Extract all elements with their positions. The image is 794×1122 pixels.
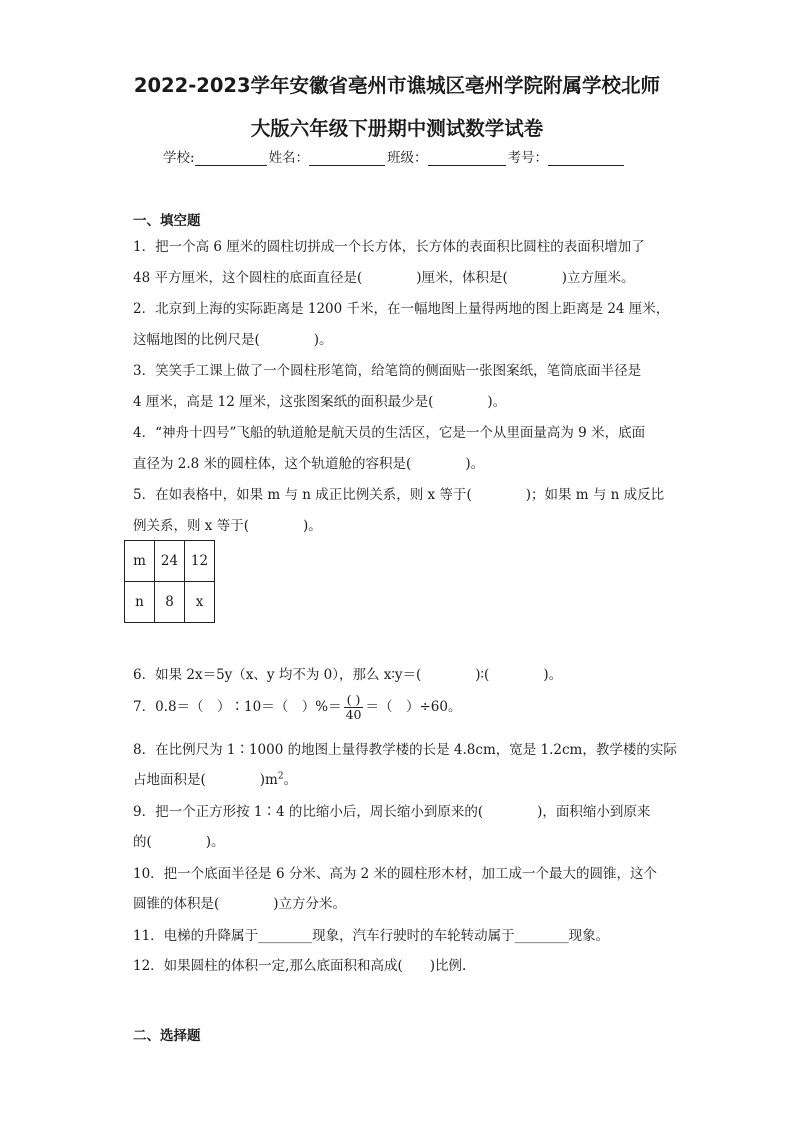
mn-value-table (124, 540, 215, 623)
question-4-line2: 直径为 2.8 米的圆柱体，这个轨道舱的容积是( )。 (133, 456, 485, 472)
question-2-line2: 这幅地图的比例尺是( )。 (133, 332, 333, 348)
table-cell: m (125, 541, 155, 582)
question-8-superscript: 2 (277, 771, 284, 782)
section-fill-blank-heading: 一、填空题 (133, 213, 201, 229)
fraction-denominator: 40 (345, 707, 362, 722)
question-9-line1: 9．把一个正方形按 1∶4 的比缩小后，周长缩小到原来的( )，面积缩小到原来 (133, 804, 651, 820)
student-info-row (163, 146, 626, 166)
question-8-line2 (133, 768, 297, 788)
exam-title-line2: 大版六年级下册期中测试数学试卷 (250, 117, 544, 140)
question-12: 12．如果圆柱的体积一定,那么底面积和高成( )比例. (133, 958, 467, 974)
question-3-line1: 3．笑笑手工课上做了一个圆柱形笔筒，给笔筒的侧面贴一张图案纸，笔筒底面半径是 (133, 363, 642, 379)
table-cell: 8 (155, 582, 185, 623)
exam-title-line1: 2022-2023学年安徽省亳州市谯城区亳州学院附属学校北师 (133, 74, 661, 97)
question-7-fraction (344, 693, 364, 722)
table-cell: n (125, 582, 155, 623)
question-7-text-b: ＝（ ）÷60。 (365, 699, 462, 715)
question-9-line2: 的( )。 (133, 834, 225, 850)
question-7-text-a: 7．0.8＝（ ）∶10＝（ ）%＝ (133, 699, 342, 715)
question-6: 6．如果 2x＝5y（x、y 均不为 0），那么 x∶y＝( )∶( )。 (133, 667, 563, 683)
table-cell: 12 (185, 541, 215, 582)
name-label: 姓名： (268, 150, 310, 166)
question-1-line1: 1．把一个高 6 厘米的圆柱切拼成一个长方体，长方体的表面积比圆柱的表面积增加了 (133, 239, 645, 255)
school-blank[interactable] (195, 151, 267, 166)
question-3-line2: 4 厘米，高是 12 厘米，这张图案纸的面积最少是( )。 (133, 394, 507, 410)
question-8-text-b: 。 (283, 772, 298, 788)
question-10-line1: 10．把一个底面半径是 6 分米、高为 2 米的圆柱形木材，加工成一个最大的圆锥，这个 (133, 866, 658, 882)
section-multiple-choice-heading: 二、选择题 (133, 1028, 201, 1044)
question-2-line1: 2．北京到上海的实际距离是 1200 千米，在一幅地图上量得两地的图上距离是 24 厘米， (133, 301, 670, 317)
question-4-line1: 4．“神舟十四号”飞船的轨道舱是航天员的生活区，它是一个从里面量高为 9 米，底面 (133, 425, 646, 441)
question-5-line1: 5．在如表格中，如果 m 与 n 成正比例关系，则 x 等于( )；如果 m 与 n 成反比 (133, 487, 665, 503)
table-row (125, 582, 215, 623)
name-blank[interactable] (309, 151, 385, 166)
table-row (125, 541, 215, 582)
class-blank[interactable] (428, 151, 506, 166)
school-label: 学校: (163, 150, 195, 166)
question-10-line2: 圆锥的体积是( )立方分米。 (133, 896, 347, 912)
question-7 (133, 693, 461, 722)
exam-number-label: 考号： (507, 150, 549, 166)
fraction-numerator: ( ) (344, 693, 364, 708)
table-cell: 24 (155, 541, 185, 582)
question-11: 11．电梯的升降属于________现象，汽车行驶时的车轮转动属于________现象。 (133, 928, 610, 944)
table-cell: x (185, 582, 215, 623)
question-8-text-a: 占地面积是( )m (133, 772, 278, 788)
question-5-line2: 例关系，则 x 等于( )。 (133, 518, 322, 534)
class-label: 班级： (387, 150, 428, 166)
exam-number-blank[interactable] (548, 151, 624, 166)
question-1-line2: 48 平方厘米，这个圆柱的底面直径是( )厘米，体积是( )立方厘米。 (133, 270, 635, 286)
question-8-line1: 8．在比例尺为 1∶1000 的地图上量得教学楼的长是 4.8cm，宽是 1.2cm，教学楼的实际 (133, 742, 677, 758)
